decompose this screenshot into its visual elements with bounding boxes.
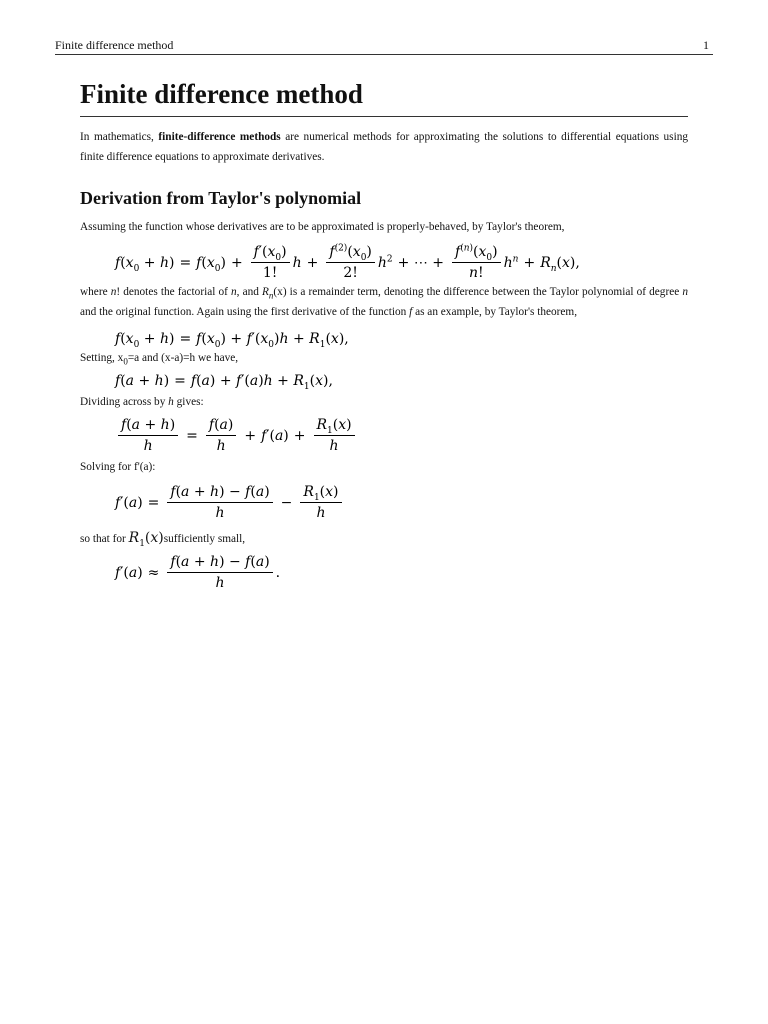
equation-divided: $\frac{f(a + h)}{h}$ = $\frac{f(a)}{h}$ + f′(a) + $\frac{R_1(x)}{h}$ <box>115 416 688 455</box>
page-number: 1 <box>703 38 709 52</box>
equation-approximation: f′(a) ≈ $\frac{f(a + h) - f(a)}{h}$ . <box>115 554 281 591</box>
small-remainder-paragraph <box>80 528 688 549</box>
var-f: f <box>409 306 413 318</box>
solving-paragraph: Solving for f'(a): <box>80 461 156 473</box>
article-body <box>80 76 688 592</box>
remainder-text-5: and the original function. Again using the first derivative of the function <box>80 306 410 318</box>
page-title: Finite difference method <box>80 76 688 117</box>
equation-solved: f′(a) = $\frac{f(a + h) - f(a)}{h}$ − $\frac{R_1(x)}{h}$ <box>115 483 688 522</box>
setting-paragraph <box>80 348 688 368</box>
remainder-text-3: , and <box>236 286 262 298</box>
var-h: h <box>168 396 174 408</box>
equation-substituted: f(a + h) = $f(a) + f'(a)h + R_1(x)$, <box>115 373 333 392</box>
dividing-paragraph <box>80 392 688 412</box>
small-text-1: so that for <box>80 533 129 545</box>
remainder-paragraph <box>80 282 688 322</box>
running-title: Finite difference method <box>55 38 174 52</box>
remainder-text-1: where <box>80 286 111 298</box>
dividing-text-1: Dividing across by <box>80 396 169 408</box>
remainder-text-6: as an example, by Taylor's theorem, <box>412 306 578 318</box>
taylor-intro-paragraph: Assuming the function whose derivatives are to be approximated is properly-behaved, by Taylor's theorem, <box>80 221 565 233</box>
setting-text-2: =a and (x-a)=h we have, <box>127 352 239 364</box>
intro-text-start: In mathematics, <box>80 131 159 143</box>
setting-text-1: Setting, x <box>80 352 124 364</box>
x0-subscript: 0 <box>123 356 128 367</box>
intro-text-end: are numerical methods for approximating the solutions to differential equations using finite difference equations to approximate derivatives. <box>80 131 689 163</box>
equation-first-order-taylor: $f(x_0 + h)$ = $f(x_0) + f'(x_0)h + R_1(x)$, <box>115 331 349 350</box>
var-n: n <box>682 286 688 298</box>
var-R: R <box>262 286 269 298</box>
intro-bold-term: finite-difference methods <box>158 131 281 143</box>
intro-paragraph <box>80 127 688 167</box>
inline-remainder-math: $R_1(x)$ <box>128 530 164 549</box>
small-text-2: sufficiently small, <box>163 533 246 545</box>
remainder-text-2: ! denotes the factorial of <box>116 286 231 298</box>
header-divider <box>55 54 713 55</box>
equation-taylor-series: $f(x_0 + h)$ = $f(x_0)$ + $\frac{f'(x_0)}{1!}$ h + $\frac{f^{(2)}(x_0)}{2!}$ $h^2$ + ⋯ + $\frac{f^{(n)}(x_0)}{n!}$ $h^n$ + $R_n(x)$, <box>115 243 580 281</box>
var-n: n <box>231 286 237 298</box>
section-heading: Derivation from Taylor's polynomial <box>80 188 362 208</box>
var-R-subscript: n <box>268 290 274 301</box>
var-n: n <box>110 286 117 298</box>
remainder-text-4: (x) is a remainder term, denoting the difference between the Taylor polynomial of degree <box>273 286 683 298</box>
dividing-text-2: gives: <box>173 396 204 408</box>
running-header <box>55 38 713 52</box>
